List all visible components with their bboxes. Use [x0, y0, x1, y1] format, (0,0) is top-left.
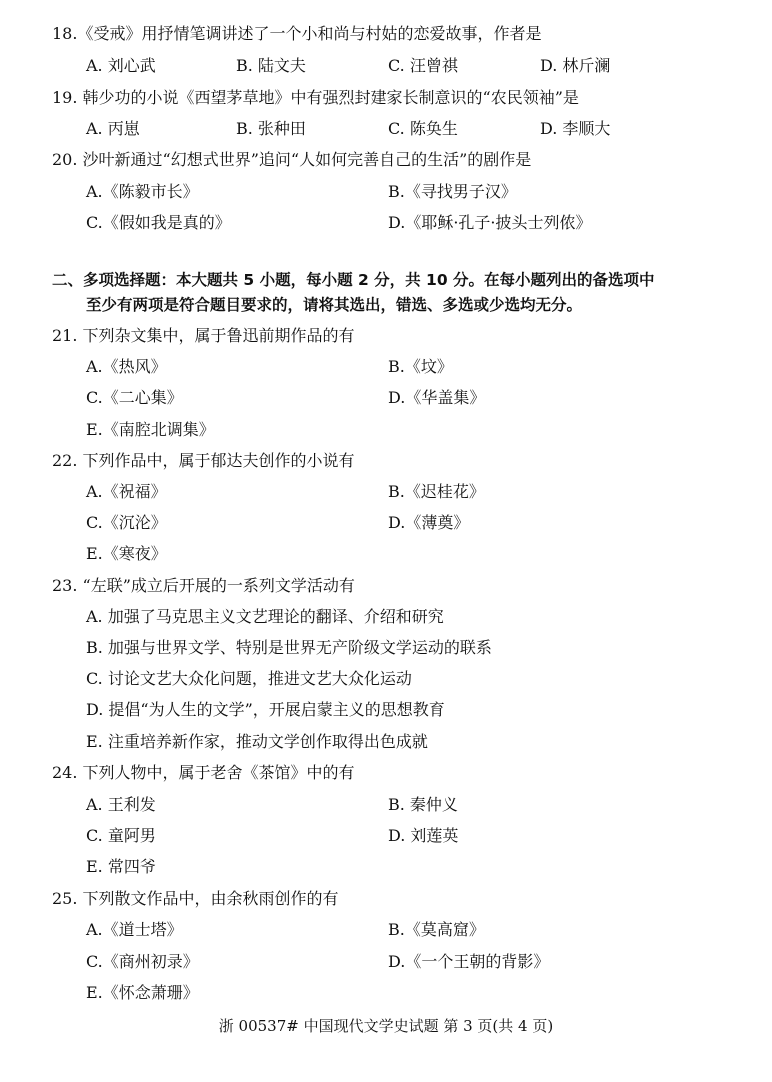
q19-option-d: D. 李顺大: [540, 119, 611, 138]
q19-option-c: C. 陈奂生: [388, 119, 458, 138]
q21-option-b: B.《坟》: [388, 357, 453, 376]
q25-option-e: E.《怀念萧珊》: [86, 983, 199, 1002]
question-22-stem: 22. 下列作品中，属于郁达夫创作的小说有: [52, 451, 355, 470]
q22-option-e: E.《寒夜》: [86, 544, 167, 563]
section-2-instructions: 至少有两项是符合题目要求的，请将其选出，错选、多选或少选均无分。: [86, 296, 583, 314]
q19-option-b: B. 张种田: [236, 119, 306, 138]
q22-option-c: C.《沉沦》: [86, 513, 167, 532]
q23-option-b: B. 加强与世界文学、特别是世界无产阶级文学运动的联系: [86, 638, 492, 657]
q23-option-a: A. 加强了马克思主义文艺理论的翻译、介绍和研究: [86, 607, 444, 626]
q22-option-a: A.《祝福》: [86, 482, 167, 501]
q18-option-a: A. 刘心武: [86, 56, 156, 75]
q18-option-b: B. 陆文夫: [236, 56, 306, 75]
q18-option-d: D. 林斤澜: [540, 56, 611, 75]
question-23-stem: 23. “左联”成立后开展的一系列文学活动有: [52, 576, 355, 595]
question-25-stem: 25. 下列散文作品中，由余秋雨创作的有: [52, 889, 339, 908]
q21-option-a: A.《热风》: [86, 357, 167, 376]
q25-option-c: C.《商州初录》: [86, 952, 199, 971]
q25-option-d: D.《一个王朝的背影》: [388, 952, 550, 971]
q24-option-b: B. 秦仲义: [388, 795, 458, 814]
q20-option-c: C.《假如我是真的》: [86, 213, 231, 232]
q24-option-d: D. 刘莲英: [388, 826, 459, 845]
q23-option-c: C. 讨论文艺大众化问题，推进文艺大众化运动: [86, 669, 412, 688]
q21-option-c: C.《二心集》: [86, 388, 183, 407]
page-footer: 浙 00537# 中国现代文学史试题 第 3 页(共 4 页): [218, 1017, 554, 1035]
q18-option-c: C. 汪曾祺: [388, 56, 458, 75]
question-18-stem: 18.《受戒》用抒情笔调讲述了一个小和尚与村姑的恋爱故事，作者是: [52, 24, 542, 43]
question-20-stem: 20. 沙叶新通过“幻想式世界”追问“人如何完善自己的生活”的剧作是: [52, 150, 532, 169]
q19-option-a: A. 丙崽: [86, 119, 140, 138]
q24-option-e: E. 常四爷: [86, 857, 156, 876]
question-21-stem: 21. 下列杂文集中，属于鲁迅前期作品的有: [52, 326, 355, 345]
q23-option-e: E. 注重培养新作家，推动文学创作取得出色成就: [86, 732, 428, 751]
q20-option-b: B.《寻找男子汉》: [388, 182, 517, 201]
q21-option-e: E.《南腔北调集》: [86, 420, 215, 439]
q25-option-b: B.《莫高窟》: [388, 920, 485, 939]
q24-option-a: A. 王利发: [86, 795, 156, 814]
q25-option-a: A.《道士塔》: [86, 920, 183, 939]
q24-option-c: C. 童阿男: [86, 826, 156, 845]
section-2-heading: 二、多项选择题：本大题共 5 小题，每小题 2 分，共 10 分。在每小题列出的备选项中: [52, 271, 655, 289]
q22-option-d: D.《薄奠》: [388, 513, 470, 532]
q21-option-d: D.《华盖集》: [388, 388, 486, 407]
q23-option-d: D. 提倡“为人生的文学”，开展启蒙主义的思想教育: [86, 700, 445, 719]
question-24-stem: 24. 下列人物中，属于老舍《茶馆》中的有: [52, 763, 355, 782]
q22-option-b: B.《迟桂花》: [388, 482, 485, 501]
q20-option-a: A.《陈毅市长》: [86, 182, 199, 201]
question-19-stem: 19. 韩少功的小说《西望茅草地》中有强烈封建家长制意识的“农民领袖”是: [52, 88, 579, 107]
q20-option-d: D.《耶稣·孔子·披头士列侬》: [388, 213, 592, 232]
